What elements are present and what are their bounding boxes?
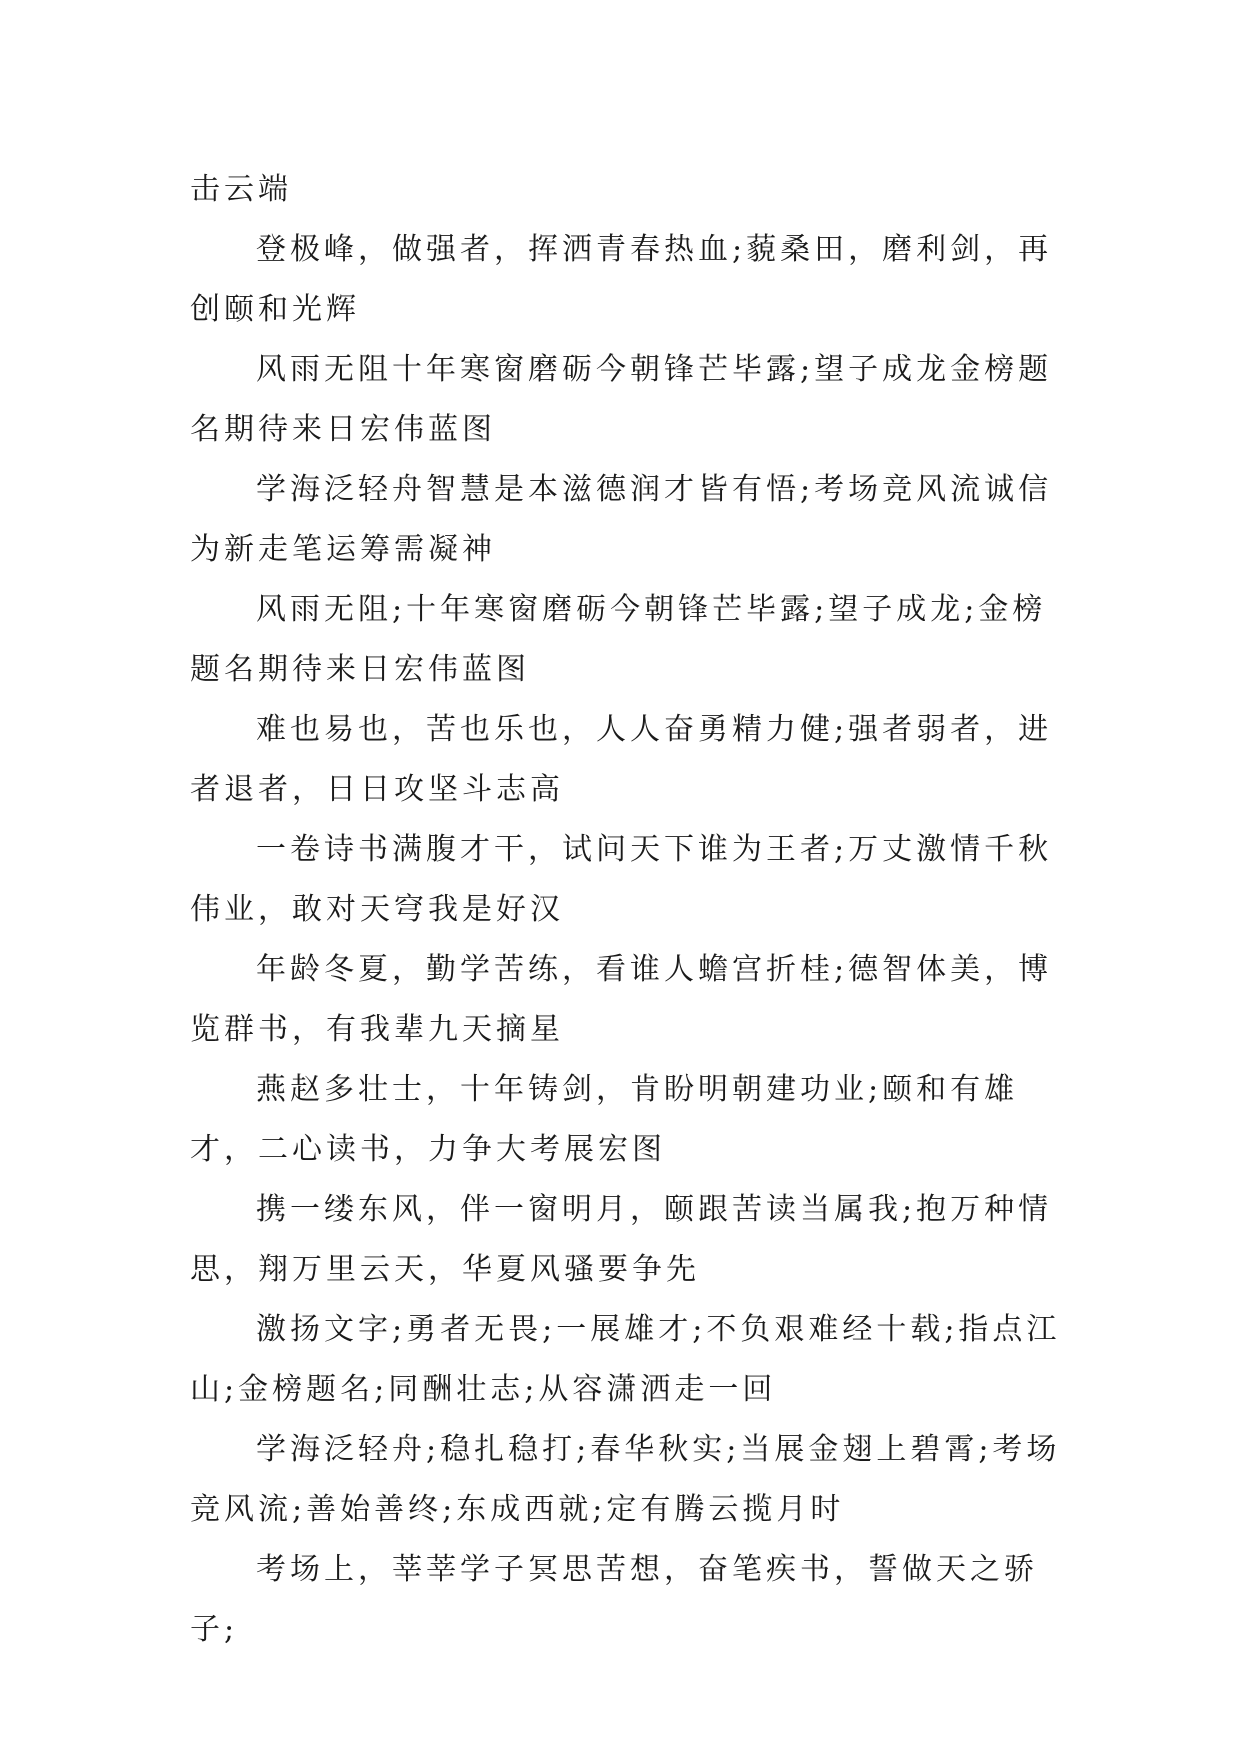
paragraph: 学海泛轻舟;稳扎稳打;春华秋实;当展金翅上碧霄;考场竞风流;善始善终;东成西就;定有腾云揽月时 — [190, 1432, 1061, 1527]
paragraph: 击云端 — [190, 172, 292, 207]
document-body — [190, 160, 1070, 1660]
paragraph: 携一缕东风，伴一窗明月，颐跟苦读当属我;抱万种情思，翔万里云天，华夏风骚要争先 — [190, 1192, 1053, 1287]
paragraph: 年龄冬夏，勤学苦练，看谁人蟾宫折桂;德智体美，博览群书，有我辈九天摘星 — [190, 952, 1053, 1047]
paragraph: 考场上，莘莘学子冥思苦想，奋笔疾书，誓做天之骄子; — [190, 1552, 1038, 1647]
paragraph: 登极峰，做强者，挥洒青春热血;藐桑田，磨利剑，再创颐和光辉 — [190, 232, 1053, 327]
paragraph: 学海泛轻舟智慧是本滋德润才皆有悟;考场竞风流诚信为新走笔运筹需凝神 — [190, 472, 1053, 567]
paragraph: 风雨无阻;十年寒窗磨砺今朝锋芒毕露;望子成龙;金榜题名期待来日宏伟蓝图 — [190, 592, 1047, 687]
paragraph: 燕赵多壮士，十年铸剑，肯盼明朝建功业;颐和有雄才，二心读书，力争大考展宏图 — [190, 1072, 1019, 1167]
paragraph: 激扬文字;勇者无畏;一展雄才;不负艰难经十载;指点江山;金榜题名;同酬壮志;从容潇洒走一回 — [190, 1312, 1061, 1407]
paragraph: 难也易也，苦也乐也，人人奋勇精力健;强者弱者，进者退者，日日攻坚斗志高 — [190, 712, 1053, 807]
paragraph: 一卷诗书满腹才干，试问天下谁为王者;万丈激情千秋伟业，敢对天穹我是好汉 — [190, 832, 1053, 927]
paragraph: 风雨无阻十年寒窗磨砺今朝锋芒毕露;望子成龙金榜题名期待来日宏伟蓝图 — [190, 352, 1053, 447]
